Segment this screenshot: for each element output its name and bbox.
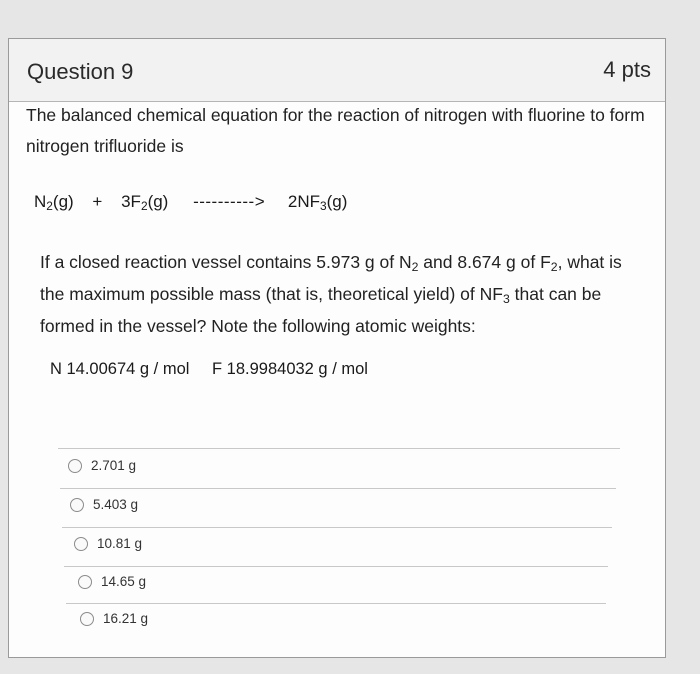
equation-arrow: ----------> <box>193 192 266 211</box>
answer-divider <box>62 527 612 528</box>
answer-label: 5.403 g <box>93 497 139 512</box>
answer-label: 16.21 g <box>103 611 149 626</box>
radio-button[interactable] <box>68 459 82 473</box>
answer-divider <box>66 603 606 604</box>
weight-fluorine: F 18.9984032 g / mol <box>212 360 368 378</box>
answer-label: 10.81 g <box>97 536 143 551</box>
equation-product: $2NF_3(g)$ <box>287 192 348 213</box>
answer-label: 14.65 g <box>101 574 147 589</box>
question-points: 4 pts <box>603 57 651 82</box>
answer-option-1[interactable] <box>68 458 136 473</box>
answer-option-4[interactable] <box>78 574 146 589</box>
weight-nitrogen: N 14.00674 g / mol <box>50 360 190 378</box>
answer-option-5[interactable] <box>80 611 148 626</box>
equation-reactant-2: $3F_2(g)$ <box>121 192 169 213</box>
answer-option-2[interactable] <box>70 497 138 512</box>
radio-button[interactable] <box>80 612 94 626</box>
answer-label: 2.701 g <box>91 458 137 473</box>
radio-button[interactable] <box>70 498 84 512</box>
answer-divider <box>58 448 620 449</box>
equation-reactant-1: $N_2(g)$ <box>34 192 74 213</box>
atomic-weights <box>50 360 368 379</box>
question-intro-block <box>26 100 646 162</box>
answer-option-3[interactable] <box>74 536 142 551</box>
radio-button[interactable] <box>78 575 92 589</box>
question-intro: The balanced chemical equation for the reaction of nitrogen with fluorine to form nitrogen trifluoride is <box>26 105 645 156</box>
question-title: Question 9 <box>27 59 134 84</box>
equation-plus: + <box>92 192 103 211</box>
chemical-equation <box>34 192 347 212</box>
radio-button[interactable] <box>74 537 88 551</box>
question-header <box>9 39 665 102</box>
question-prompt: If a closed reaction vessel contains 5.973 g of $N_2$ and 8.674 g of $F_2$, what is the maximum possible mass (that is, theoretical yield) of $NF_3$ that can be formed in the vessel? Note the following atomic weights: <box>40 252 622 336</box>
answer-divider <box>60 488 616 489</box>
answer-divider <box>64 566 608 567</box>
